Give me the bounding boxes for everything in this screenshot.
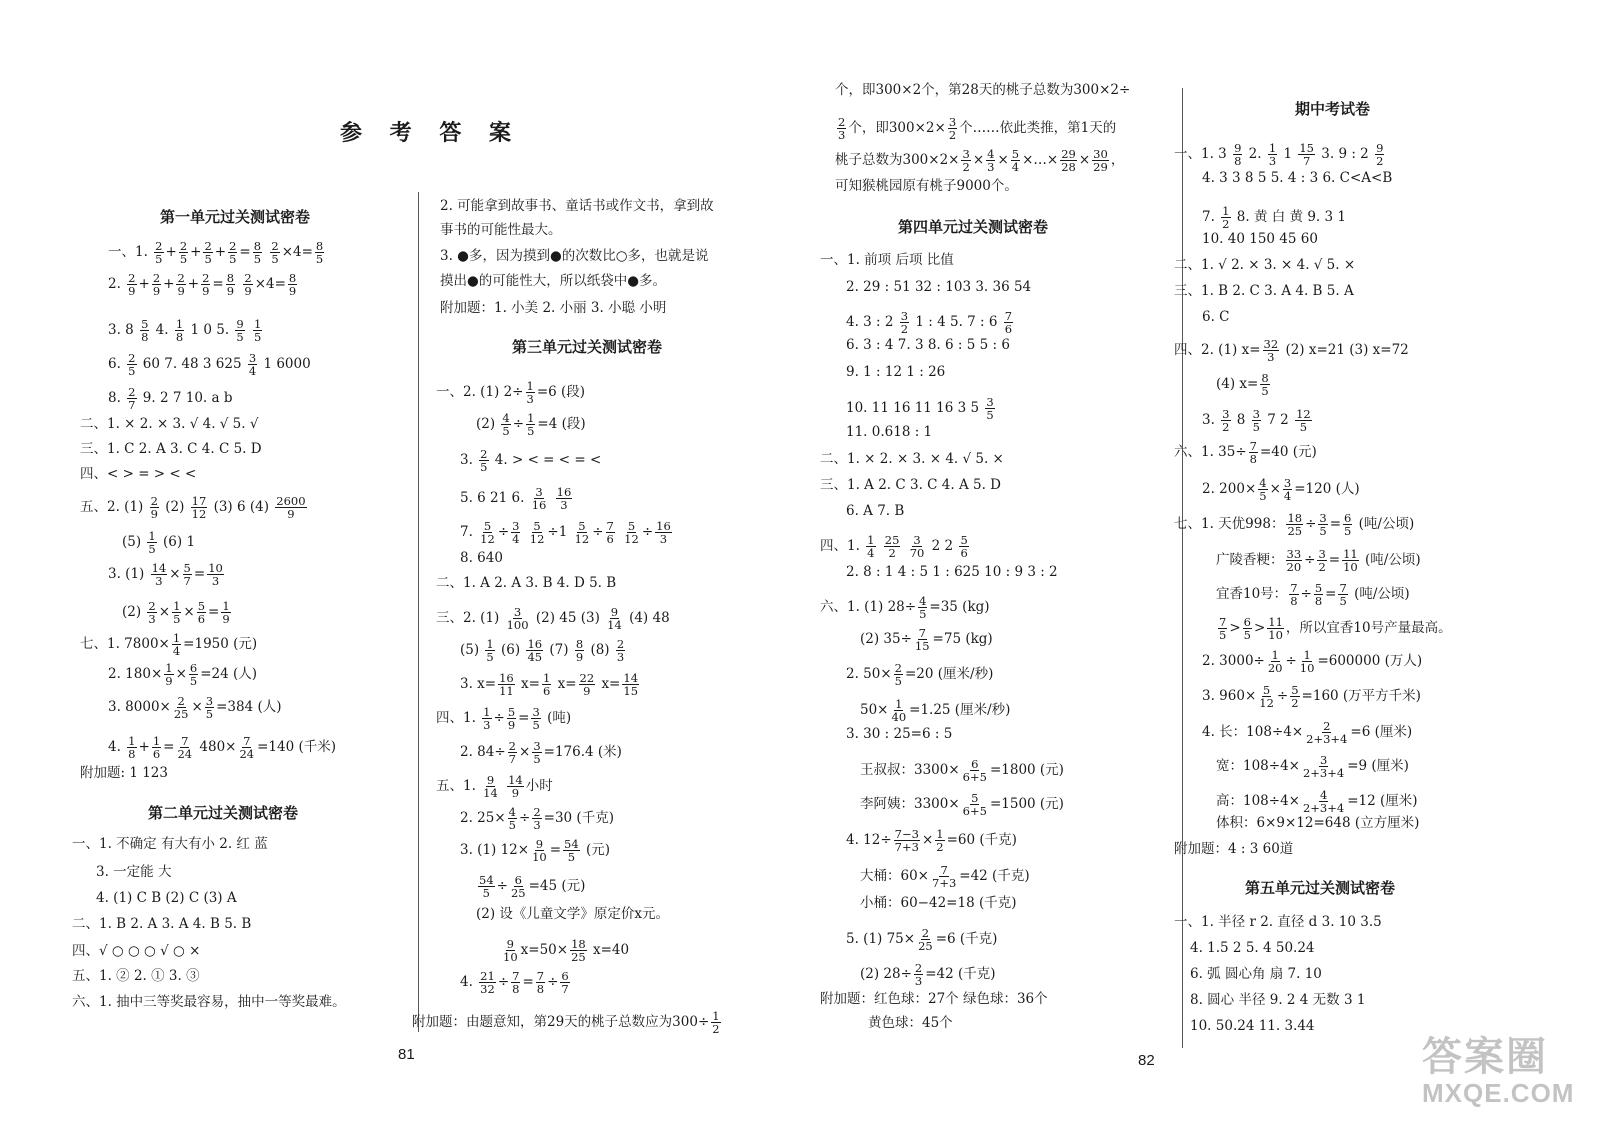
col2-answer-line: $\frac{54}{5}$ ÷ $\frac{6}{25}$ =45 (元) — [479, 873, 586, 901]
col1-answer-line: 四、√ ○ ○ ○ √ ○ × — [72, 943, 201, 959]
col1-answer-line: 一、1. $\frac{2}{5}$ + $\frac{2}{5}$ + $\frac{2}{5}$ + $\frac{2}{5}$ = $\frac{8}{5}$ $\frac{2}{5}$ ×4= $\frac{8}{5}$ — [108, 239, 324, 267]
col2-answer-line: 四、1. $\frac{1}{3}$ ÷ $\frac{5}{9}$ = $\frac{3}{5}$ (吨) — [436, 705, 572, 733]
col3-answer-line: 李阿姨：3300× $\frac{5}{6+5}$ =1500 (元) — [860, 791, 1064, 819]
col3-answer-line: 四、1. $\frac{1}{4}$ $\frac{25}{2}$ $\frac{3}{70}$ 2 2 $\frac{5}{6}$ — [820, 533, 968, 561]
col3-answer-line: 2. 50× $\frac{2}{5}$ =20 (厘米/秒) — [846, 661, 994, 689]
col4-answer-line: 一、1. 半径 r 2. 直径 d 3. 10 3.5 — [1174, 914, 1382, 930]
column-divider-right — [1182, 88, 1183, 1048]
col1-answer-line: 二、1. × 2. × 3. √ 4. √ 5. √ — [80, 416, 259, 432]
col4-answer-line: (4) x= $\frac{8}{5}$ — [1216, 371, 1269, 399]
col4-answer-line: 附加题：4 : 3 60道 — [1174, 841, 1294, 857]
col1-answer-line: (5) $\frac{1}{5}$ (6) 1 — [122, 529, 196, 557]
section-heading-unit1: 第一单元过关测试密卷 — [160, 208, 311, 226]
col1-answer-line: 二、1. B 2. A 3. A 4. B 5. B — [72, 916, 252, 932]
col3-answer-line: (2) 35÷ $\frac{7}{15}$ =75 (kg) — [860, 626, 993, 654]
col3-answer-line: 9. 1 : 12 1 : 26 — [846, 364, 946, 380]
col2-answer-line: 5. 6 21 6. $\frac{3}{16}$ $\frac{16}{3}$ — [460, 485, 572, 513]
col3-answer-line: 50× $\frac{1}{40}$ =1.25 (厘米/秒) — [860, 697, 1011, 725]
section-heading-unit3: 第三单元过关测试密卷 — [512, 338, 663, 356]
col1-answer-line: 一、1. 不确定 有大有小 2. 红 蓝 — [72, 836, 268, 852]
col2-answer-line: 3. (1) 12× $\frac{9}{10}$ = $\frac{54}{5}$ (元) — [460, 837, 610, 865]
col1-answer-line: 三、1. C 2. A 3. C 4. C 5. D — [80, 441, 262, 457]
col1-answer-line: 七、1. 7800× $\frac{1}{4}$ =1950 (元) — [80, 631, 258, 659]
col1-answer-line: 8. $\frac{2}{7}$ 9. 2 7 10. a b — [108, 385, 233, 413]
col4-answer-line: 2. 200× $\frac{4}{5}$ × $\frac{3}{4}$ =120 (人) — [1202, 476, 1360, 504]
col2-answer-line: 3. $\frac{2}{5}$ 4. > < = < = < — [460, 447, 602, 475]
col1-answer-line: 附加题: 1 123 — [80, 765, 168, 781]
col1-answer-line: 3. 8 $\frac{5}{8}$ 4. $\frac{1}{8}$ 1 0 5. $\frac{9}{5}$ $\frac{1}{5}$ — [108, 317, 262, 345]
col3-answer-line: 二、1. × 2. × 3. × 4. √ 5. × — [820, 451, 1004, 467]
col3-answer-line: 2. 8 : 1 4 : 5 1 : 625 10 : 9 3 : 2 — [846, 564, 1058, 580]
col4-answer-line: 高：108÷4× $\frac{4}{2+3+4}$ =12 (厘米) — [1216, 788, 1418, 816]
col2-answer-line: 一、2. (1) 2÷ $\frac{1}{3}$ =6 (段) — [436, 379, 586, 407]
col4-answer-line: 4. 长：108÷4× $\frac{2}{2+3+4}$ =6 (厘米) — [1202, 719, 1413, 747]
col4-answer-line: 8. 圆心 半径 9. 2 4 无数 3 1 — [1190, 992, 1366, 1008]
col1-answer-line: 四、< > = > < < — [80, 466, 197, 482]
col4-answer-line: 二、1. √ 2. × 3. × 4. √ 5. × — [1174, 257, 1356, 273]
col4-answer-line: 广陵香粳： $\frac{33}{20}$ ÷ $\frac{3}{2}$ = $\frac{11}{10}$ (吨/公顷) — [1216, 547, 1421, 575]
page-number-left: 81 — [398, 1046, 415, 1063]
col2-answer-line: 三、2. (1) $\frac{3}{100}$ (2) 45 (3) $\frac{9}{14}$ (4) 48 — [436, 605, 670, 633]
col3-answer-line: (2) 28÷ $\frac{2}{3}$ =42 (千克) — [860, 961, 996, 989]
col1-answer-line: 六、1. 抽中三等奖最容易，抽中一等奖最难。 — [72, 994, 346, 1010]
col4-answer-line: 7. $\frac{1}{2}$ 8. 黄 白 黄 9. 3 1 — [1202, 204, 1346, 232]
col1-answer-line: 2. $\frac{2}{9}$ + $\frac{2}{9}$ + $\frac{2}{9}$ + $\frac{2}{9}$ = $\frac{8}{9}$ $\frac{2}{9}$ ×4= $\frac{8}{9}$ — [108, 271, 297, 299]
col2-answer-line: 3. ●多，因为摸到●的次数比○多，也就是说 — [440, 248, 709, 264]
col1-answer-line: 3. 8000× $\frac{2}{25}$ × $\frac{3}{5}$ =384 (人) — [108, 694, 282, 722]
col2-answer-line: 7. $\frac{5}{12}$ ÷ $\frac{3}{4}$ $\frac{5}{12}$ ÷1 $\frac{5}{12}$ ÷ $\frac{7}{6}$ $\frac{5}{12}$ ÷ $\frac{16}{3}$ — [460, 519, 671, 547]
col4-answer-line: 10. 40 150 45 60 — [1202, 231, 1318, 247]
col1-answer-line: (2) $\frac{2}{3}$ × $\frac{1}{5}$ × $\frac{5}{6}$ = $\frac{1}{9}$ — [122, 599, 230, 627]
col4-answer-line: 6. C — [1202, 309, 1230, 325]
watermark-bottom-text: MXQE.COM — [1422, 1078, 1575, 1108]
col3-answer-line: 10. 11 16 11 16 3 5 $\frac{3}{5}$ — [846, 395, 994, 423]
col4-answer-line: 七、1. 天优998： $\frac{18}{25}$ ÷ $\frac{3}{5}$ = $\frac{6}{5}$ (吨/公顷) — [1174, 511, 1415, 539]
col2-answer-line: 2. 可能拿到故事书、童话书或作文书，拿到故 — [440, 198, 714, 214]
col3-answer-line: 一、1. 前项 后项 比值 — [820, 252, 954, 268]
col3-answer-line: 11. 0.618 : 1 — [846, 424, 933, 440]
col3-answer-line: 三、1. A 2. C 3. C 4. A 5. D — [820, 477, 1002, 493]
col2-answer-line: (2) 设《儿童文学》原定价x元。 — [476, 906, 670, 922]
col2-answer-line: (5) $\frac{1}{5}$ (6) $\frac{16}{45}$ (7) $\frac{8}{9}$ (8) $\frac{2}{3}$ — [460, 637, 625, 665]
page-title: 参 考 答 案 — [340, 120, 521, 146]
col2-answer-line: $\frac{9}{10}$ x=50× $\frac{18}{25}$ x=40 — [503, 937, 630, 965]
col2-answer-line: 4. $\frac{21}{32}$ ÷ $\frac{7}{8}$ = $\frac{7}{8}$ ÷ $\frac{6}{7}$ — [460, 969, 569, 997]
col1-answer-line: 6. $\frac{2}{5}$ 60 7. 48 3 625 $\frac{3}{4}$ 1 6000 — [108, 351, 311, 379]
watermark-top-text: 答案圈 — [1422, 1034, 1548, 1080]
col2-answer-line: 3. x= $\frac{16}{11}$ x= $\frac{1}{6}$ x= $\frac{22}{9}$ x= $\frac{14}{15}$ — [460, 671, 639, 699]
col3-answer-line: 6. 3 : 4 7. 3 8. 6 : 5 5 : 6 — [846, 337, 1010, 353]
col4-answer-line: $\frac{7}{5}$ > $\frac{6}{5}$ > $\frac{11}{10}$ ，所以宜香10号产量最高。 — [1219, 615, 1452, 643]
col4-answer-line: 3. $\frac{3}{2}$ 8 $\frac{3}{5}$ 7 2 $\frac{12}{5}$ — [1202, 407, 1311, 435]
col4-answer-line: 3. 960× $\frac{5}{12}$ ÷ $\frac{5}{2}$ =160 (万平方千米) — [1202, 683, 1421, 711]
col3-answer-line: 4. 12÷ $\frac{7-3}{7+3}$ × $\frac{1}{2}$ =60 (千克) — [846, 827, 1017, 855]
col4-answer-line: 三、1. B 2. C 3. A 4. B 5. A — [1174, 283, 1354, 299]
col4-answer-line: 六、1. 35÷ $\frac{7}{8}$ =40 (元) — [1174, 439, 1317, 467]
col2-answer-line: 附加题：由题意知，第29天的桃子总数应为300÷ $\frac{1}{2}$ — [412, 1009, 720, 1037]
col2-answer-line: 二、1. A 2. A 3. B 4. D 5. B — [436, 575, 617, 591]
col4-answer-line: 宜香10号： $\frac{7}{8}$ ÷ $\frac{5}{8}$ = $\frac{7}{5}$ (吨/公顷) — [1216, 581, 1410, 609]
col3-answer-line: 附加题：红色球：27个 绿色球：36个 — [820, 991, 1048, 1007]
col1-answer-line: 4. $\frac{1}{8}$ + $\frac{1}{6}$ = $\frac{7}{24}$ 480× $\frac{7}{24}$ =140 (千米) — [108, 734, 337, 762]
col3-answer-line: 个，即300×2个，第28天的桃子总数为300×2÷ — [835, 82, 1131, 98]
col3-answer-line: $\frac{2}{3}$ 个，即300×2× $\frac{3}{2}$ 个……依此类推，第1天的 — [838, 115, 1117, 143]
col4-answer-line: 6. 弧 圆心角 扇 7. 10 — [1190, 966, 1322, 982]
col1-answer-line: 4. (1) C B (2) C (3) A — [96, 890, 237, 906]
col1-answer-line: 五、1. ② 2. ① 3. ③ — [72, 968, 200, 984]
watermark-logo — [1422, 1025, 1582, 1115]
col3-answer-line: 可知猴桃园原有桃子9000个。 — [835, 178, 1018, 194]
col4-answer-line: 四、2. (1) x= $\frac{32}{3}$ (2) x=21 (3) x=72 — [1174, 337, 1409, 365]
section-heading-unit5: 第五单元过关测试密卷 — [1245, 879, 1396, 897]
col4-answer-line: 一、1. 3 $\frac{9}{8}$ 2. $\frac{1}{3}$ 1 $\frac{15}{7}$ 3. 9 : 2 $\frac{9}{2}$ — [1174, 141, 1384, 169]
col2-answer-line: 摸出●的可能性大，所以纸袋中●多。 — [440, 273, 667, 289]
col3-answer-line: 5. (1) 75× $\frac{2}{25}$ =6 (千克) — [846, 926, 998, 954]
col3-answer-line: 六、1. (1) 28÷ $\frac{4}{5}$ =35 (kg) — [820, 594, 990, 622]
col3-answer-line: 2. 29 : 51 32 : 103 3. 36 54 — [846, 279, 1032, 295]
col4-answer-line: 10. 50.24 11. 3.44 — [1190, 1018, 1315, 1034]
section-heading-midterm: 期中考试卷 — [1295, 100, 1371, 118]
col3-answer-line: 大桶：60× $\frac{7}{7+3}$ =42 (千克) — [860, 863, 1030, 891]
column-divider-left — [418, 192, 419, 1032]
col1-answer-line: 五、2. (1) $\frac{2}{9}$ (2) $\frac{17}{12}$ (3) 6 (4) $\frac{2600}{9}$ — [80, 494, 306, 522]
col2-answer-line: 8. 640 — [460, 550, 503, 566]
col4-answer-line: 4. 1.5 2 5. 4 50.24 — [1190, 940, 1315, 956]
col3-answer-line: 小桶：60−42=18 (千克) — [860, 895, 1017, 911]
col2-answer-line: 2. 25× $\frac{4}{5}$ ÷ $\frac{2}{3}$ =30 (千克) — [460, 805, 614, 833]
col2-answer-line: (2) $\frac{4}{5}$ ÷ $\frac{1}{5}$ =4 (段) — [476, 411, 586, 439]
section-heading-unit2: 第二单元过关测试密卷 — [148, 804, 299, 822]
col4-answer-line: 2. 3000÷ $\frac{1}{20}$ ÷ $\frac{1}{10}$ =600000 (万人) — [1202, 648, 1423, 676]
col1-answer-line: 3. (1) $\frac{14}{3}$ × $\frac{5}{7}$ = $\frac{10}{3}$ — [108, 561, 223, 589]
section-heading-unit4: 第四单元过关测试密卷 — [898, 218, 1049, 236]
col3-answer-line: 4. 3 : 2 $\frac{3}{2}$ 1 : 4 5. 7 : 6 $\frac{7}{6}$ — [846, 309, 1013, 337]
col4-answer-line: 4. 3 3 8 5 5. 4 : 3 6. C<A<B — [1202, 170, 1393, 186]
col4-answer-line: 体积：6×9×12=648 (立方厘米) — [1216, 815, 1420, 831]
col1-answer-line: 3. 一定能 大 — [96, 864, 172, 880]
col3-answer-line: 桃子总数为300×2× $\frac{3}{2}$ × $\frac{4}{3}$ × $\frac{5}{4}$ ×…× $\frac{29}{28}$ × $\frac{30}{29}$ ， — [835, 147, 1125, 175]
col3-answer-line: 黄色球：45个 — [868, 1015, 953, 1031]
col2-answer-line: 附加题：1. 小美 2. 小丽 3. 小聪 小明 — [440, 300, 667, 316]
col2-answer-line: 事书的可能性最大。 — [440, 222, 562, 238]
page-number-right: 82 — [1138, 1052, 1155, 1069]
col2-answer-line: 2. 84÷ $\frac{2}{7}$ × $\frac{3}{5}$ =176.4 (米) — [460, 739, 622, 767]
col3-answer-line: 3. 30 : 25=6 : 5 — [846, 726, 953, 742]
col4-answer-line: 宽：108÷4× $\frac{3}{2+3+4}$ =9 (厘米) — [1216, 753, 1409, 781]
col3-answer-line: 6. A 7. B — [846, 503, 905, 519]
col2-answer-line: 五、1. $\frac{9}{14}$ $\frac{14}{9}$ 小时 — [436, 773, 553, 801]
col1-answer-line: 2. 180× $\frac{1}{9}$ × $\frac{6}{5}$ =24 (人) — [108, 661, 258, 689]
col3-answer-line: 王叔叔：3300× $\frac{6}{6+5}$ =1800 (元) — [860, 757, 1064, 785]
